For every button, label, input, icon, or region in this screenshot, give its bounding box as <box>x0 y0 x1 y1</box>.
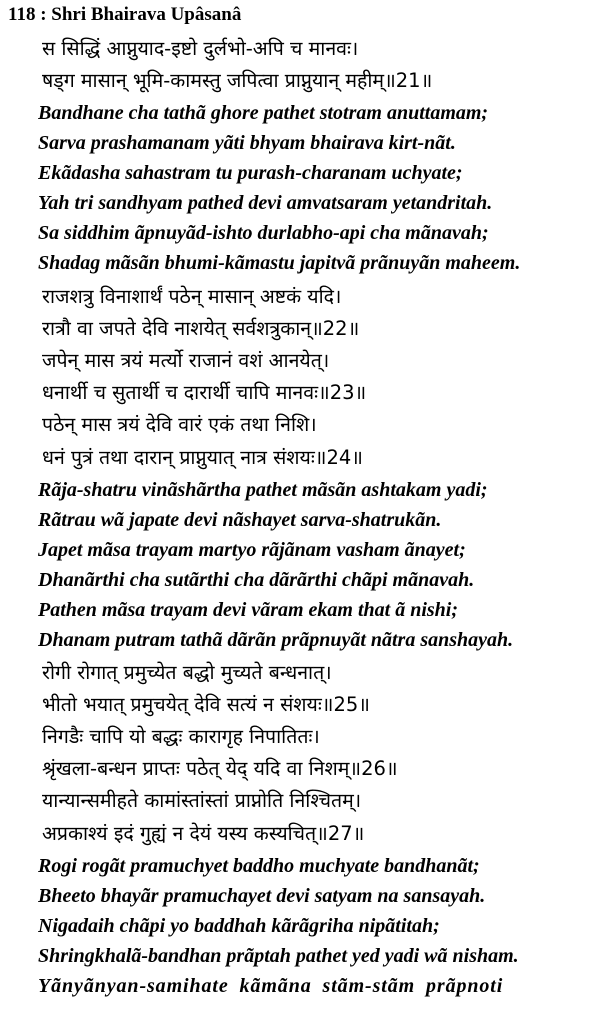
verse-line-transliteration: Sa siddhim ãpnuyãd-ishto durlabho-api cha mãnavah; <box>38 222 489 244</box>
verse-line-devanagari: भीतो भयात् प्रमुचयेत् देवि सत्यं न संशयः॥25॥ <box>42 693 370 716</box>
verse-line-transliteration: Yah tri sandhyam pathed devi amvatsaram yetandritah. <box>38 192 493 214</box>
verse-line-devanagari: रोगी रोगात् प्रमुच्येत बद्धो मुच्यते बन्धनात्। <box>42 661 332 684</box>
verse-line-devanagari: जपेन् मास त्रयं मर्त्यो राजानं वशं आनयेत्। <box>42 349 330 372</box>
verse-line-devanagari: धनं पुत्रं तथा दारान् प्राप्नुयात् नात्र संशयः॥24॥ <box>42 446 363 469</box>
verse-line-devanagari: यान्यान्समीहते कामांस्तांस्तां प्राप्नोति निश्चितम्। <box>42 789 362 812</box>
verse-line-devanagari: षड्ग मासान् भूमि-कामस्तु जपित्वा प्राप्नुयान् महीम्॥21॥ <box>42 69 433 92</box>
verse-line-transliteration: Bandhane cha tathã ghore pathet stotram anuttamam; <box>38 102 489 124</box>
verse-line-devanagari: अप्रकाश्यं इदं गुह्यं न देयं यस्य कस्यचित्॥27॥ <box>42 822 365 845</box>
verse-line-transliteration: Japet mãsa trayam martyo rãjãnam vasham ãnayet; <box>38 539 466 561</box>
verse-line-transliteration: Bheeto bhayãr pramuchayet devi satyam na sansayah. <box>38 885 486 907</box>
verse-line-transliteration: Yãnyãnyan-samihate kãmãna stãm-stãm prãpnoti <box>38 975 504 997</box>
verse-line-devanagari: धनार्थी च सुतार्थी च दारार्थी चापि मानवः॥23॥ <box>42 381 367 404</box>
verse-line-transliteration: Pathen mãsa trayam devi vãram ekam that ã nishi; <box>38 599 459 621</box>
verse-line-transliteration: Shringkhalã-bandhan prãptah pathet yed yadi wã nisham. <box>38 945 519 967</box>
verse-line-transliteration: Rãja-shatru vinãshãrtha pathet mãsãn ashtakam yadi; <box>38 479 488 501</box>
verse-line-transliteration: Rogi rogãt pramuchyet baddho muchyate bandhanãt; <box>38 855 480 877</box>
verse-line-transliteration: Nigadaih chãpi yo baddhah kãrãgriha nipãtitah; <box>38 915 440 937</box>
page-header: 118 : Shri Bhairava Upâsanâ <box>8 4 242 25</box>
verse-line-transliteration: Sarva prashamanam yãti bhyam bhairava kirt-nãt. <box>38 132 456 154</box>
verse-line-transliteration: Dhanãrthi cha sutãrthi cha dãrãrthi chãpi mãnavah. <box>38 569 475 591</box>
verse-line-devanagari: श्रृंखला-बन्धन प्राप्तः पठेत् येद् यदि वा निशम्॥26॥ <box>42 757 398 780</box>
verse-line-transliteration: Ekãdasha sahastram tu purash-charanam uchyate; <box>38 162 463 184</box>
verse-line-devanagari: निगडैः चापि यो बद्धः कारागृह निपातितः। <box>42 725 320 748</box>
verse-line-transliteration: Shadag mãsãn bhumi-kãmastu japitvã prãnuyãn maheem. <box>38 252 521 274</box>
verse-line-devanagari: स सिद्धिं आप्नुयाद-इष्टो दुर्लभो-अपि च मानवः। <box>42 37 359 60</box>
verse-line-devanagari: रात्रौ वा जपते देवि नाशयेत् सर्वशत्रुकान्॥22॥ <box>42 317 360 340</box>
verse-line-transliteration: Dhanam putram tathã dãrãn prãpnuyãt nãtra sanshayah. <box>38 629 514 651</box>
verse-line-transliteration: Rãtrau wã japate devi nãshayet sarva-shatrukãn. <box>38 509 442 531</box>
verse-line-devanagari: राजशत्रु विनाशार्थं पठेन् मासान् अष्टकं यदि। <box>42 285 342 308</box>
verse-line-devanagari: पठेन् मास त्रयं देवि वारं एकं तथा निशि। <box>42 413 317 436</box>
